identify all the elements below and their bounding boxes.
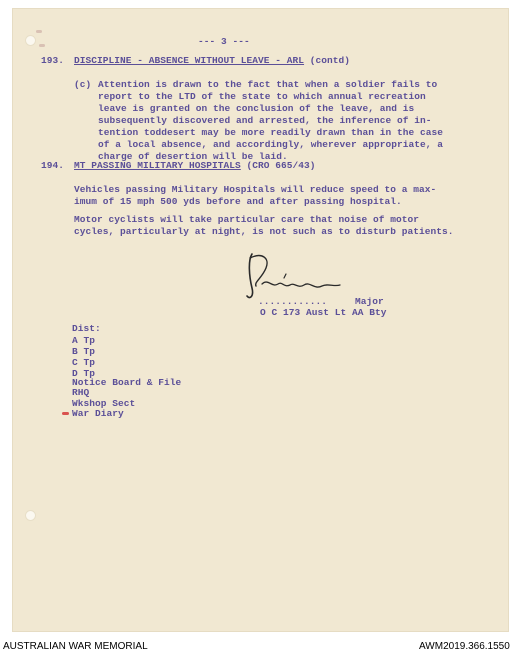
distribution-item: RHQ xyxy=(72,387,90,398)
page-number: --- 3 --- xyxy=(198,36,250,47)
signature-dots: ............ xyxy=(258,296,328,307)
distribution-item: Notice Board & File xyxy=(72,377,182,388)
punch-hole-bottom xyxy=(25,510,36,521)
item-194-line: Vehicles passing Military Hospitals will reduce speed to a max- xyxy=(74,184,437,195)
signature-rank: Major xyxy=(355,296,384,307)
distribution-item: A Tp xyxy=(72,335,96,346)
item-194-heading xyxy=(74,160,316,172)
red-pencil-mark xyxy=(62,412,69,415)
item-194-line: Motor cyclists will take particular care that noise of motor xyxy=(74,214,420,225)
archive-credit: AUSTRALIAN WAR MEMORIAL xyxy=(3,641,148,652)
item-193-line: report to the LTD of the state to which annual recreation xyxy=(98,91,426,102)
signature-unit: O C 173 Aust Lt AA Bty xyxy=(260,307,387,318)
item-193-line: subsequently discovered and arrested, the inference of in- xyxy=(98,115,432,126)
item-193-heading xyxy=(74,55,350,67)
item-194-title: MT PASSING MILITARY HOSPITALS xyxy=(74,160,241,171)
distribution-heading: Dist: xyxy=(72,323,101,334)
distribution-item: War Diary xyxy=(72,408,124,419)
item-193-suffix: (contd) xyxy=(304,55,351,66)
item-193-line: tention toddesert may be more readily drawn than in the case xyxy=(98,127,444,138)
item-193-line: Attention is drawn to the fact that when a soldier fails to xyxy=(98,79,438,90)
item-194-line: cycles, particularly at night, is not such as to disturb patients. xyxy=(74,226,454,237)
punch-hole-top xyxy=(25,35,36,46)
item-193-title: DISCIPLINE - ABSENCE WITHOUT LEAVE - ARL xyxy=(74,55,305,66)
distribution-item: D Tp xyxy=(72,368,96,379)
item-193-line: leave is granted on the conclusion of the leave, and is xyxy=(98,103,415,114)
distribution-item: Wkshop Sect xyxy=(72,398,136,409)
item-194-suffix: (CRO 665/43) xyxy=(240,160,316,171)
paragraph-label: (c) xyxy=(74,79,92,90)
item-194-number: 194. xyxy=(41,160,65,171)
archive-reference: AWM2019.366.1550 xyxy=(419,641,510,652)
item-193-number: 193. xyxy=(41,55,65,66)
item-193-line: charge of desertion will be laid. xyxy=(98,151,288,162)
item-194-line: imum of 15 mph 500 yds before and after passing hospital. xyxy=(74,196,402,207)
distribution-item: B Tp xyxy=(72,346,96,357)
distribution-item: C Tp xyxy=(72,357,96,368)
paper-mark xyxy=(36,30,42,33)
item-193-line: of a local absence, and accordingly, wherever appropriate, a xyxy=(98,139,444,150)
paper-mark xyxy=(39,44,45,47)
